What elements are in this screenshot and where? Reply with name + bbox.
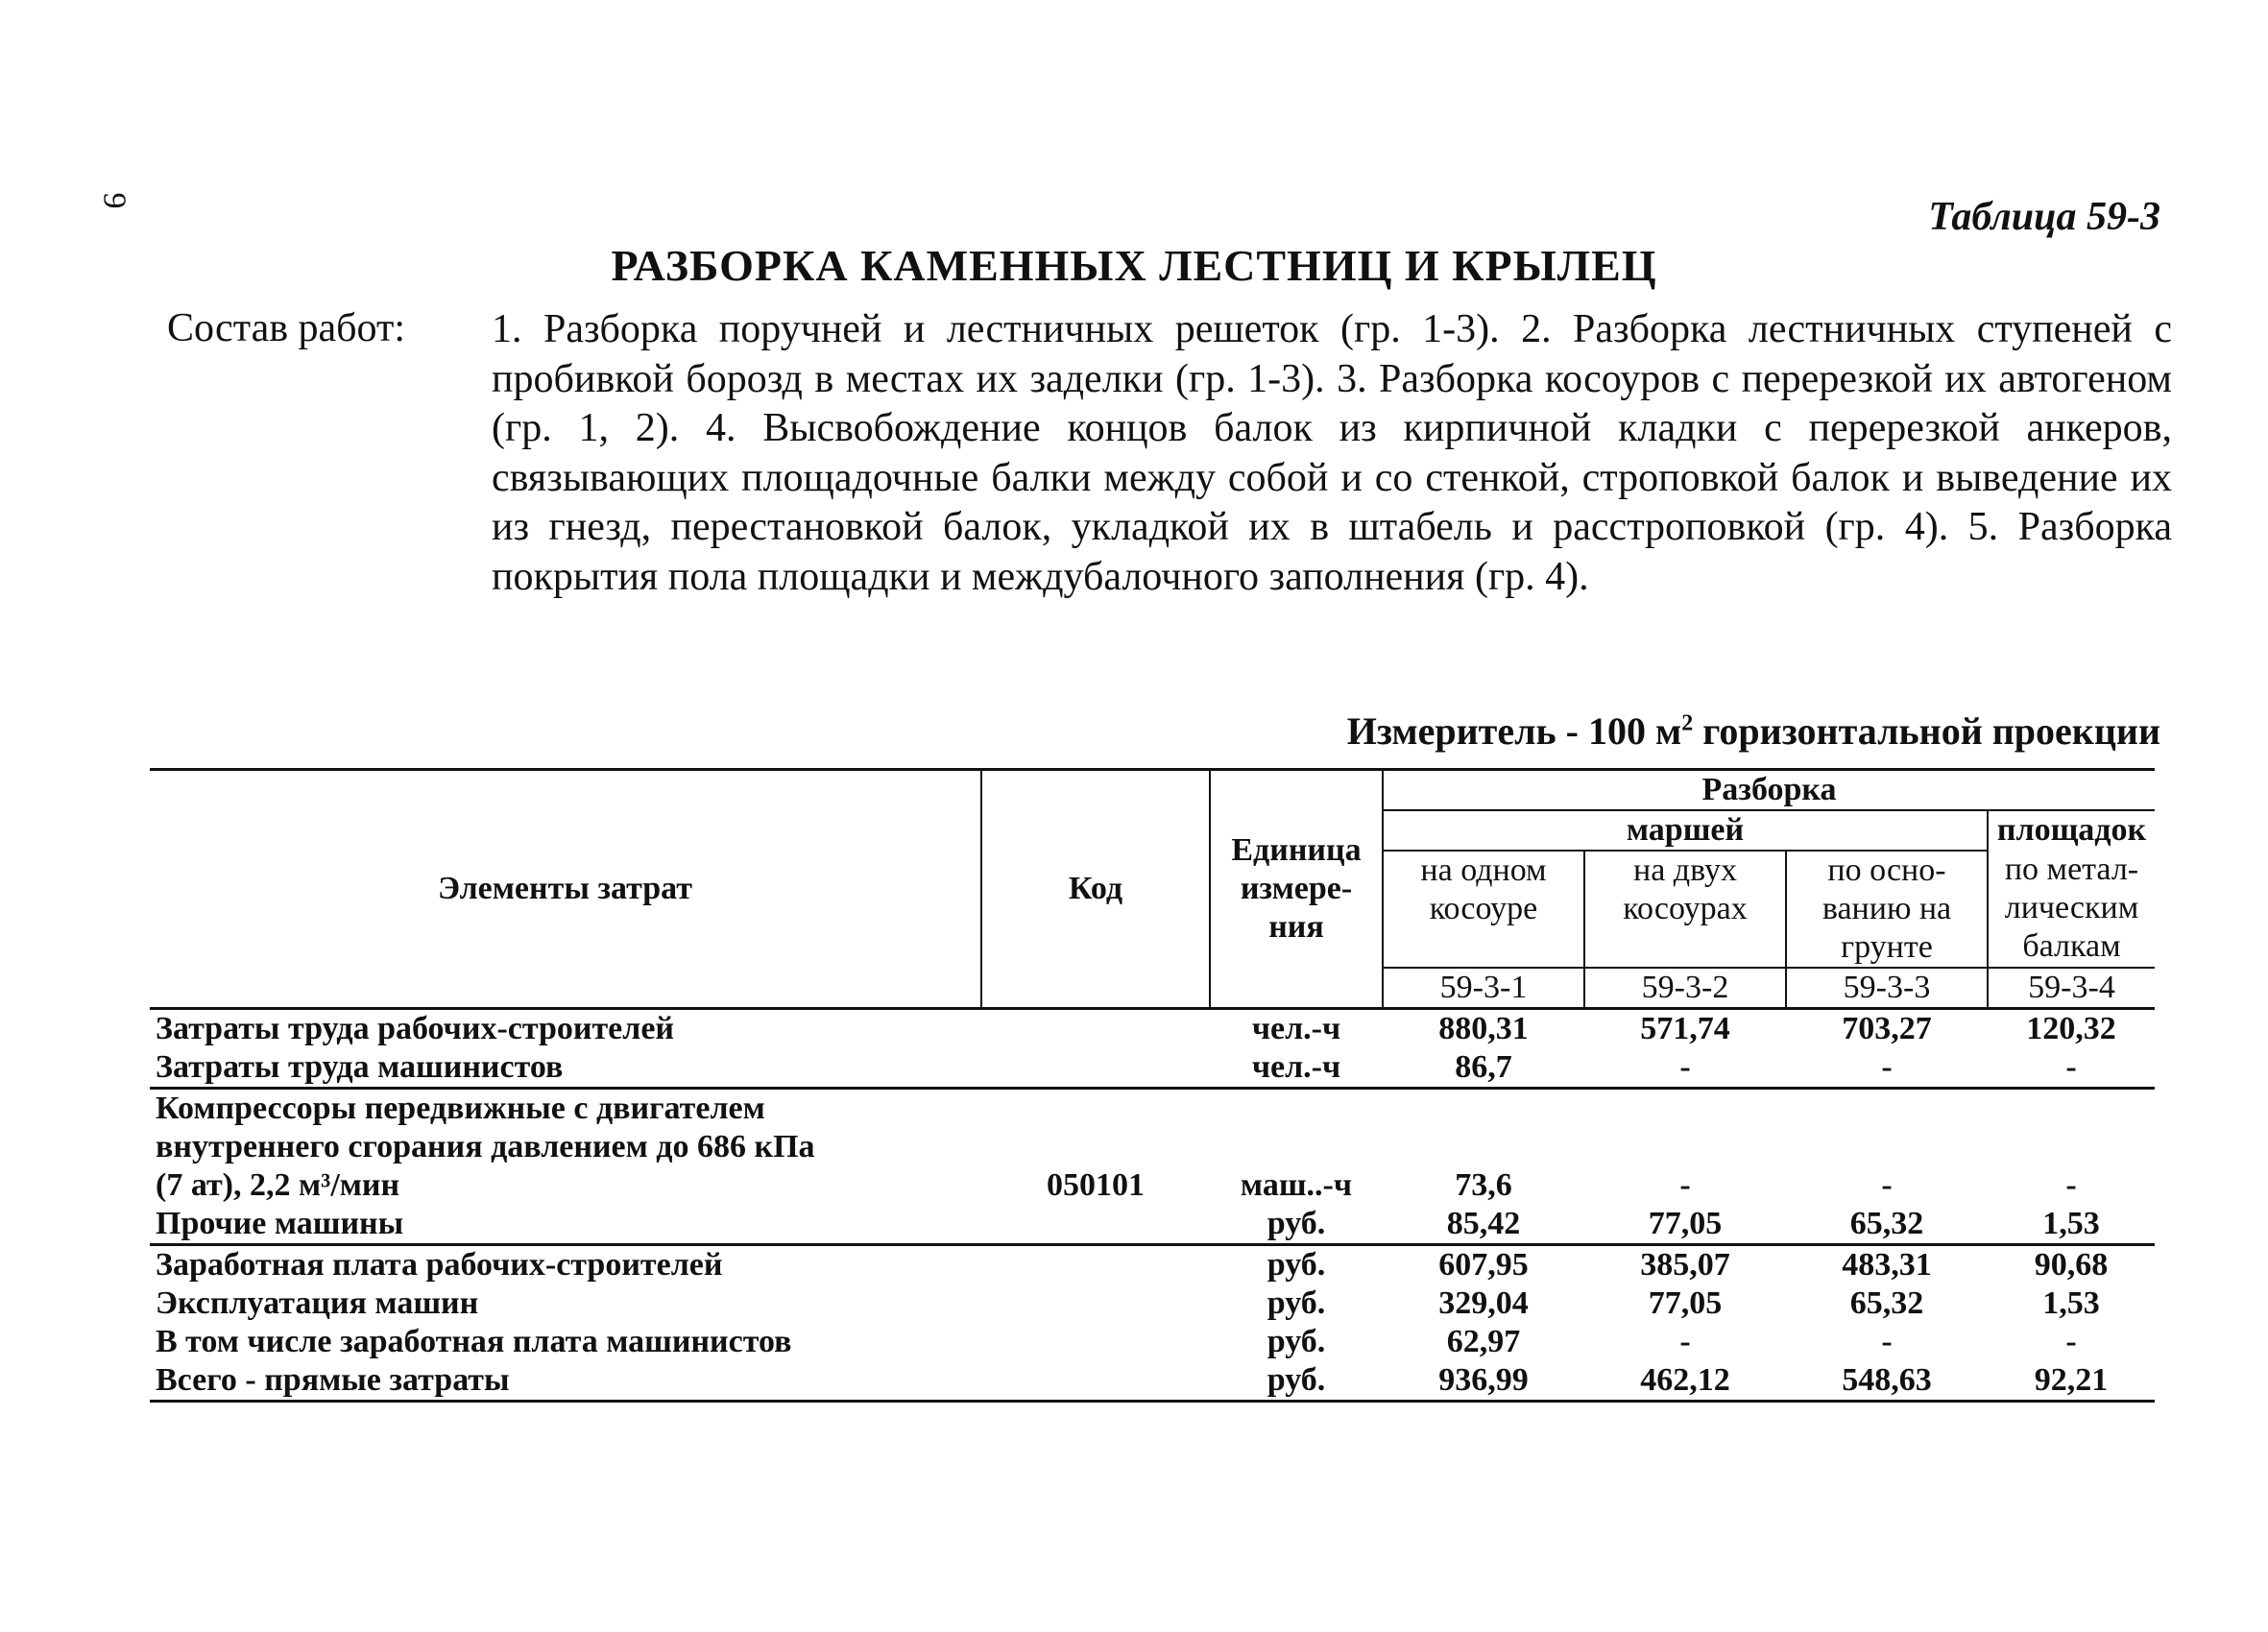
- row-name: В том числе заработная плата машинистов: [156, 1324, 792, 1359]
- header-ploshchadok: площадок: [1988, 810, 2155, 851]
- header-code-4: 59-3-4: [1988, 968, 2155, 1009]
- row-value-4: -: [2065, 1324, 2077, 1359]
- row-unit: руб.: [1267, 1206, 1326, 1241]
- row-code: [981, 1245, 1210, 1285]
- row-unit: руб.: [1210, 1245, 1383, 1285]
- table-row: [150, 1089, 2155, 1206]
- row-name: Прочие машины: [156, 1206, 404, 1241]
- table-row: [150, 1284, 2155, 1323]
- row-value-3: 703,27: [1842, 1011, 1932, 1046]
- row-value-3: 65,32: [1849, 1206, 1924, 1241]
- row-name: Эксплуатация машин: [156, 1285, 479, 1321]
- row-name: [150, 1089, 981, 1206]
- measure-suffix: горизонтальной проекции: [1693, 709, 2160, 753]
- row-value-2: 77,05: [1648, 1285, 1723, 1321]
- page-number: 9: [96, 192, 133, 209]
- row-code: [981, 1009, 1210, 1049]
- measure-prefix: Измеритель - 100 м: [1346, 709, 1682, 753]
- row-value-3: 548,63: [1786, 1361, 1988, 1402]
- row-value-1: 85,42: [1446, 1206, 1521, 1241]
- row-value-4: 120,32: [2026, 1011, 2116, 1046]
- row-value-3: 483,31: [1786, 1245, 1988, 1285]
- header-code-1: 59-3-1: [1383, 968, 1584, 1009]
- row-code: [981, 1323, 1210, 1361]
- row-unit: чел.-ч: [1251, 1011, 1341, 1046]
- header-col3: по осно-ванию на грунте: [1786, 851, 1988, 968]
- table-row: [150, 1009, 2155, 1049]
- row-value-2: 571,74: [1640, 1011, 1730, 1046]
- table-row: [150, 1361, 2155, 1402]
- row-value-4: -: [1988, 1089, 2155, 1206]
- row-code: [981, 1361, 1210, 1402]
- row-value-4: 1,53: [2042, 1206, 2100, 1241]
- table-row: [150, 1323, 2155, 1361]
- header-unit: Единица измере-ния: [1210, 770, 1383, 1009]
- row-unit: руб.: [1210, 1361, 1383, 1402]
- row-value-2: -: [1679, 1324, 1691, 1359]
- row-name-line: внутреннего сгорания давлением до 686 кПа: [156, 1129, 815, 1164]
- page-title: РАЗБОРКА КАМЕННЫХ ЛЕСТНИЦ И КРЫЛЕЦ: [611, 241, 1657, 290]
- header-code-2: 59-3-2: [1584, 968, 1786, 1009]
- measure-superscript: 2: [1681, 710, 1694, 736]
- header-code: Код: [981, 770, 1210, 1009]
- row-value-1: 880,31: [1438, 1011, 1529, 1046]
- row-value-3: -: [1786, 1089, 1988, 1206]
- table-row: [150, 1245, 2155, 1285]
- header-col2: на двух косоурах: [1584, 851, 1786, 968]
- row-value-1: 936,99: [1383, 1361, 1584, 1402]
- row-name-line: (7 ат), 2,2 м³/мин: [156, 1167, 400, 1203]
- row-name-line: Компрессоры передвижные с двигателем: [156, 1091, 765, 1126]
- row-name: Затраты труда машинистов: [156, 1049, 564, 1085]
- row-unit: маш..-ч: [1210, 1089, 1383, 1206]
- table-row: [150, 1205, 2155, 1245]
- row-code: [981, 1048, 1210, 1089]
- row-value-3: -: [1881, 1324, 1893, 1359]
- row-value-1: 329,04: [1438, 1285, 1529, 1321]
- row-unit: руб.: [1267, 1285, 1326, 1321]
- row-value-3: -: [1881, 1049, 1893, 1085]
- row-value-4: -: [2065, 1049, 2077, 1085]
- row-value-4: 90,68: [1988, 1245, 2155, 1285]
- row-name: Всего - прямые затраты: [150, 1361, 981, 1402]
- header-razborka: Разборка: [1383, 770, 2155, 811]
- row-code: [981, 1284, 1210, 1323]
- row-value-4: 92,21: [1988, 1361, 2155, 1402]
- header-marshey: маршей: [1383, 810, 1988, 851]
- works-label: Состав работ:: [167, 306, 406, 350]
- header-elements: Элементы затрат: [150, 770, 981, 1009]
- row-value-2: 385,07: [1584, 1245, 1786, 1285]
- row-value-1: 62,97: [1446, 1324, 1521, 1359]
- row-name: Заработная плата рабочих-строителей: [150, 1245, 981, 1285]
- row-value-2: -: [1679, 1049, 1691, 1085]
- row-value-4: 1,53: [2042, 1285, 2100, 1321]
- row-value-2: -: [1584, 1089, 1786, 1206]
- row-value-2: 462,12: [1584, 1361, 1786, 1402]
- row-value-3: 65,32: [1849, 1285, 1924, 1321]
- measure-unit: [1347, 708, 2160, 754]
- table-label: Таблица 59-3: [1928, 195, 2160, 239]
- row-value-2: 77,05: [1648, 1206, 1723, 1241]
- row-name: Затраты труда рабочих-строителей: [156, 1011, 675, 1046]
- header-col4: по метал-лическим балкам: [1988, 851, 2155, 968]
- header-code-3: 59-3-3: [1786, 968, 1988, 1009]
- costs-table: [150, 768, 2155, 1403]
- row-code: 050101: [981, 1089, 1210, 1206]
- row-code: [981, 1205, 1210, 1245]
- table-row: [150, 1048, 2155, 1089]
- row-value-1: 607,95: [1383, 1245, 1584, 1285]
- header-col1: на одном косоуре: [1383, 851, 1584, 968]
- row-value-1: 73,6: [1383, 1089, 1584, 1206]
- row-unit: чел.-ч: [1251, 1049, 1341, 1085]
- works-description: 1. Разборка поручней и лестничных решеток (гр. 1-3). 2. Разборка лестничных ступеней с пробивкой борозд в местах их заделки (гр. 1-3). 3. Разборка косоуров с перерезкой их автогеном (гр. 1, 2). 4. Высвобождение концов балок из кирпичной кладки с перерезкой анкеров, связывающих площадочные балки между собой и со стенкой, строповкой балок и выведение их из гнезд, перестановкой балок, укладкой их в штабель и расстроповкой (гр. 4). 5. Разборка покрытия пола площадки и междубалочного заполнения (гр. 4).: [492, 307, 2172, 599]
- row-unit: руб.: [1267, 1324, 1326, 1359]
- row-value-1: 86,7: [1455, 1049, 1512, 1085]
